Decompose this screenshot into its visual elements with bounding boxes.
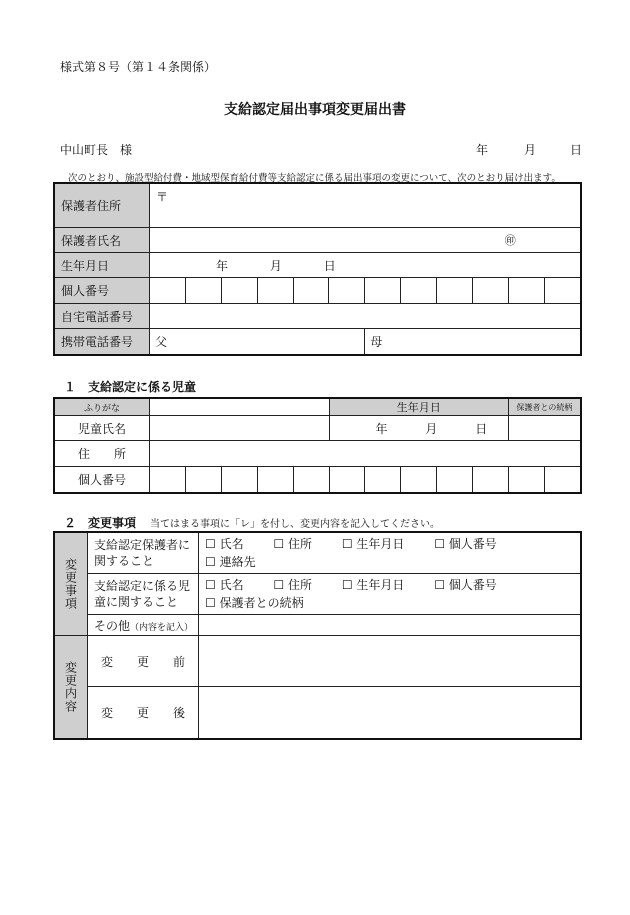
home-phone-field[interactable] <box>150 304 581 329</box>
addressee: 中山町長 様 <box>60 143 133 157</box>
mynumber-digit[interactable] <box>185 278 221 304</box>
child-address-field[interactable] <box>150 441 581 467</box>
section1-heading: １ 支給認定に係る児童 <box>64 380 197 394</box>
mother-phone-field[interactable] <box>365 329 580 355</box>
mynumber-digit[interactable] <box>401 467 437 493</box>
mother-label: 母 <box>370 335 383 349</box>
child-change-label: 支給認定に係る児童に関すること <box>88 574 199 615</box>
child-birth-field[interactable] <box>329 416 508 441</box>
intro-text: 次のとおり、施設型給付費・地域型保育給付費等支給認定に係る届出事項の変更について、次のとおり届け出ます。 <box>68 173 561 184</box>
checkbox-guardian-birth[interactable]: ☐ 生年月日 <box>341 537 405 551</box>
mynumber-digit[interactable] <box>508 467 544 493</box>
date-month-label: 月 <box>524 143 537 157</box>
guardian-birth-label: 生年月日 <box>55 253 150 278</box>
before-label: 変 更 前 <box>88 636 199 687</box>
home-phone-label: 自宅電話番号 <box>55 304 150 329</box>
guardian-name-field[interactable] <box>150 228 581 253</box>
mynumber-digit[interactable] <box>365 278 401 304</box>
mynumber-digit[interactable] <box>508 278 544 304</box>
mynumber-digit[interactable] <box>150 278 186 304</box>
checkbox-child-mynumber[interactable]: ☐ 個人番号 <box>434 578 497 592</box>
mynumber-digit[interactable] <box>473 278 509 304</box>
birth-day-label: 日 <box>323 258 336 273</box>
relation-header: 保護者との続柄 <box>508 399 580 416</box>
checkbox-child-relation[interactable]: ☐ 保護者との続柄 <box>205 596 304 610</box>
section2-heading: ２ 変更事項 <box>64 516 137 530</box>
mynumber-digit[interactable] <box>221 278 257 304</box>
child-mynumber-label: 個人番号 <box>55 467 150 493</box>
child-birth-year: 年 <box>375 421 388 436</box>
change-contents-side <box>55 636 88 739</box>
guardian-name-label: 保護者氏名 <box>55 228 150 253</box>
child-name-field[interactable] <box>150 416 330 441</box>
mynumber-digit[interactable] <box>257 278 293 304</box>
mynumber-digit[interactable] <box>401 278 437 304</box>
mynumber-digit[interactable] <box>257 467 293 493</box>
guardian-birth-field[interactable] <box>150 253 581 278</box>
postal-mark: 〒 <box>156 190 169 204</box>
date-day-label: 日 <box>570 143 583 157</box>
checkbox-guardian-name[interactable]: ☐ 氏名 <box>205 537 244 551</box>
seal-mark: ㊞ <box>504 234 516 247</box>
mynumber-digit[interactable] <box>437 467 473 493</box>
birth-header: 生年月日 <box>329 399 508 416</box>
page-title: 支給認定届出事項変更届出書 <box>224 102 406 118</box>
other-note: （内容を記入） <box>130 622 194 633</box>
after-field[interactable] <box>199 687 581 739</box>
relation-field[interactable] <box>508 416 580 441</box>
checkbox-guardian-mynumber[interactable]: ☐ 個人番号 <box>434 537 497 551</box>
mynumber-digit[interactable] <box>437 278 473 304</box>
mobile-phone-label: 携帯電話番号 <box>55 329 150 355</box>
other-field[interactable] <box>199 615 581 636</box>
mynumber-digit[interactable] <box>221 467 257 493</box>
other-label-cell <box>88 615 199 636</box>
mynumber-digit[interactable] <box>150 467 186 493</box>
birth-year-label: 年 <box>216 258 229 273</box>
checkbox-guardian-contact[interactable]: ☐ 連絡先 <box>205 555 256 569</box>
father-label: 父 <box>155 335 168 349</box>
checkbox-child-birth[interactable]: ☐ 生年月日 <box>341 578 405 592</box>
guardian-address-label: 保護者住所 <box>55 184 150 228</box>
change-items-label: 変更事項 <box>63 558 78 610</box>
mynumber-digit[interactable] <box>329 467 365 493</box>
guardian-change-label: 支給認定保護者に関すること <box>88 533 199 574</box>
guardian-table <box>54 183 581 355</box>
child-change-options <box>199 574 581 615</box>
child-name-label: 児童氏名 <box>55 416 150 441</box>
mynumber-digit[interactable] <box>293 278 329 304</box>
before-field[interactable] <box>199 636 581 687</box>
section2-heading-row <box>64 514 440 531</box>
mynumber-digit[interactable] <box>185 467 221 493</box>
checkbox-child-address[interactable]: ☐ 住所 <box>273 578 312 592</box>
mynumber-digit[interactable] <box>544 278 580 304</box>
guardian-change-options <box>199 533 581 574</box>
guardian-address-field[interactable] <box>150 184 581 228</box>
mynumber-digit[interactable] <box>293 467 329 493</box>
furigana-label: ふりがな <box>55 399 150 416</box>
mynumber-digit[interactable] <box>329 278 365 304</box>
mynumber-digit[interactable] <box>365 467 401 493</box>
changes-table <box>54 532 581 739</box>
child-birth-month: 月 <box>425 421 438 436</box>
guardian-mynumber-label: 個人番号 <box>55 278 150 304</box>
change-contents-label: 変更内容 <box>63 661 78 713</box>
mynumber-digit[interactable] <box>473 467 509 493</box>
after-label: 変 更 後 <box>88 687 199 739</box>
section2-note: 当てはまる事項に「レ」を付し、変更内容を記入してください。 <box>150 519 441 530</box>
child-table <box>54 398 581 493</box>
father-phone-field[interactable] <box>150 329 365 355</box>
birth-month-label: 月 <box>269 258 282 273</box>
form-number: 様式第８号（第１４条関係） <box>60 60 217 74</box>
checkbox-guardian-address[interactable]: ☐ 住所 <box>273 537 312 551</box>
date-year-label: 年 <box>476 143 489 157</box>
child-address-label: 住 所 <box>55 441 150 467</box>
mynumber-digit[interactable] <box>544 467 580 493</box>
other-label: その他 <box>94 618 131 633</box>
child-birth-day: 日 <box>475 421 488 436</box>
furigana-field[interactable] <box>150 399 330 416</box>
change-items-side <box>55 533 88 636</box>
checkbox-child-name[interactable]: ☐ 氏名 <box>205 578 244 592</box>
